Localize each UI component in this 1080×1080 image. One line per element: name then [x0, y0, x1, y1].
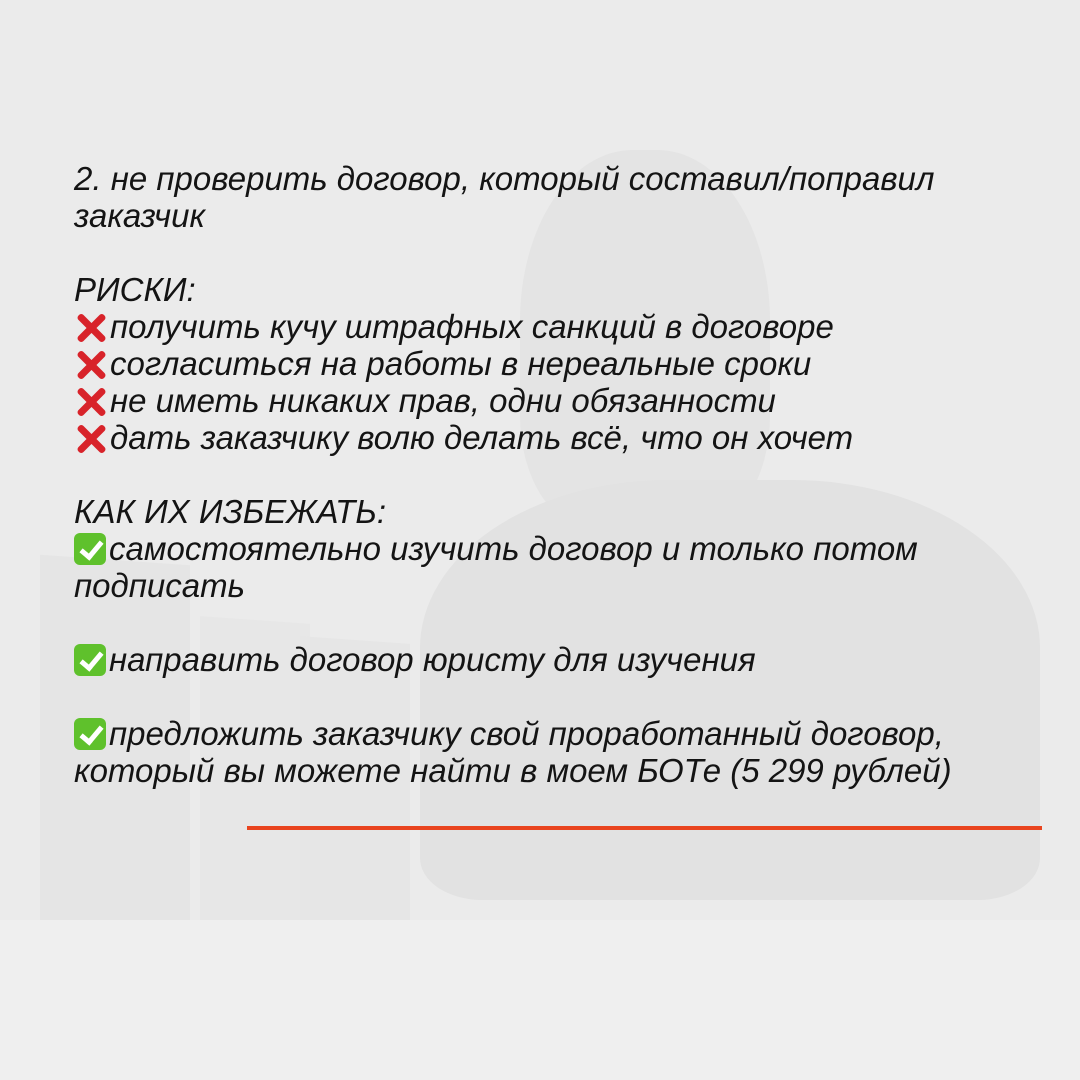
spacer: [74, 604, 1054, 641]
check-mark-icon: [74, 718, 106, 750]
solution-item-text: самостоятельно изучить договор и только потом подписать: [74, 530, 918, 604]
risk-item-text: получить кучу штрафных санкций в договоре: [110, 308, 834, 345]
risk-item: [74, 419, 1054, 456]
risk-item-text: не иметь никаких прав, одни обязанности: [110, 382, 776, 419]
risk-item: [74, 308, 1054, 345]
risk-item-text: дать заказчику волю делать всё, что он хочет: [110, 419, 854, 456]
risk-item: [74, 345, 1054, 382]
spacer: [74, 456, 1054, 493]
spacer: [74, 678, 1054, 715]
check-mark-icon: [74, 644, 106, 676]
post-text: [74, 160, 1054, 789]
cross-mark-icon: [74, 349, 108, 379]
solution-item: [74, 715, 1054, 789]
cross-mark-icon: [74, 423, 108, 453]
risks-list: [74, 308, 1054, 456]
risks-title: РИСКИ:: [74, 271, 196, 308]
accent-divider: [247, 826, 1042, 830]
cross-mark-icon: [74, 312, 108, 342]
solution-item: [74, 530, 1054, 604]
spacer: [74, 234, 1054, 271]
risk-item-text: согласиться на работы в нереальные сроки: [110, 345, 812, 382]
solution-item: [74, 641, 1054, 678]
heading-text: 2. не проверить договор, который составил/поправил заказчик: [74, 160, 935, 234]
solution-item-text: предложить заказчику свой проработанный договор, который вы можете найти в моем БОТе (5 299 рублей): [74, 715, 952, 789]
risk-item: [74, 382, 1054, 419]
solutions-title: КАК ИХ ИЗБЕЖАТЬ:: [74, 493, 386, 530]
solution-item-text: направить договор юристу для изучения: [109, 641, 756, 678]
cross-mark-icon: [74, 386, 108, 416]
background-desk: [0, 920, 1080, 1080]
check-mark-icon: [74, 533, 106, 565]
